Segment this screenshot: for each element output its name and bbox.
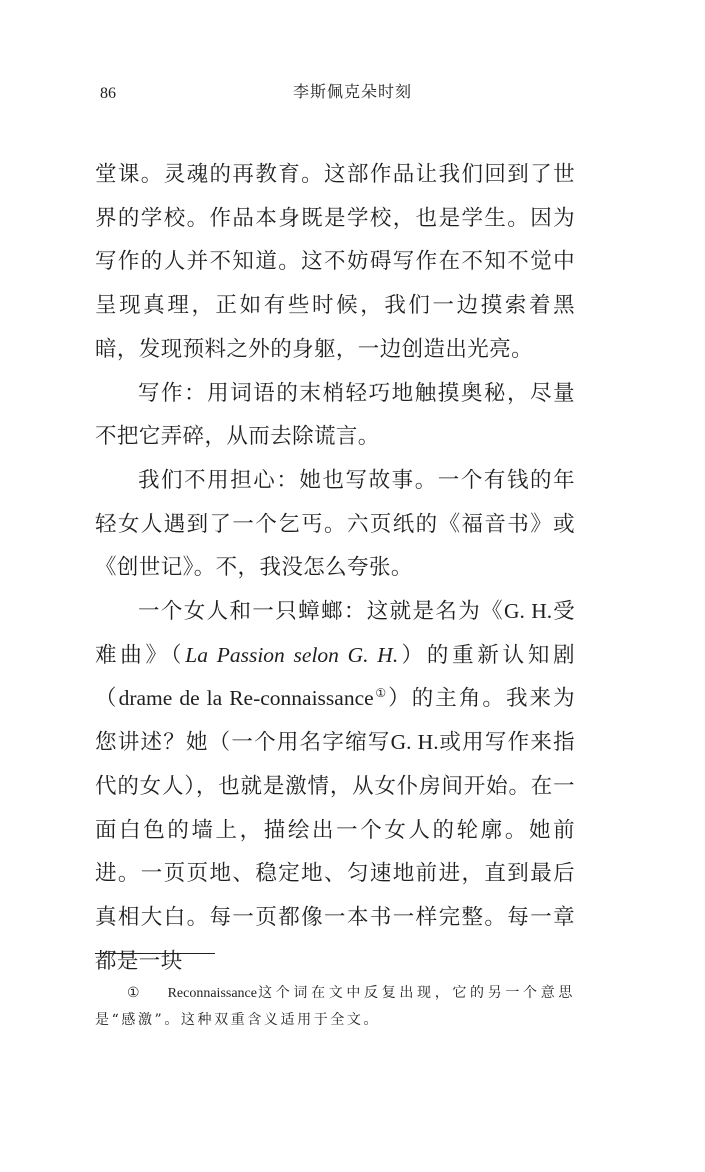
footnote-marker: ①	[127, 985, 144, 1001]
text-segment: ）的主角。我来为您讲述？她（一个用名字缩写	[95, 686, 575, 756]
text-segment: ）的重新认知剧（	[95, 642, 575, 712]
text-segment: 或用写作来指代的女人），也就是激情，从女仆房间开始。在一面白色的墙上，描绘出一个女人的轮廓。她前进。一页页地、稳定地、匀速地前进，直到最后真相大白。每一页都像一本书一样完整。每一章都是一块	[95, 730, 575, 974]
paragraph-stories: 我们不用担心：她也写故事。一个有钱的年轻女人遇到了一个乞丐。六页纸的《福音书》或《创世记》。不，我没怎么夸张。	[95, 467, 575, 581]
text-segment: 受难曲》（	[95, 599, 575, 668]
footnote-divider	[95, 953, 215, 954]
paragraph-gh	[95, 590, 575, 983]
footnote-reference[interactable]: ①	[373, 686, 389, 701]
footnote-text: 这个词在文中反复出现，它的另一个意思是“感激”。这种双重含义适用于全文。	[95, 985, 575, 1028]
main-text	[95, 153, 575, 983]
paragraph-continued: 堂课。灵魂的再教育。这部作品让我们回到了世界的学校。作品本身既是学校，也是学生。因为写作的人并不知道。这不妨碍写作在不知不觉中呈现真理，正如有些时候，我们一边摸索着黑暗，发现预料之外的身躯，一边创造出光亮。	[95, 162, 575, 362]
footnote	[95, 980, 575, 1033]
initials-gh: G. H.	[503, 599, 553, 624]
running-title: 李斯佩克朵时刻	[292, 82, 412, 101]
text-segment: 一个女人和一只蟑螂：这就是名为《	[138, 599, 504, 625]
latin-phrase: drame de la Re-connaissance	[118, 686, 374, 711]
footnote-term: Reconnaissance	[167, 986, 257, 1001]
italic-book-title: La Passion selon G. H.	[185, 642, 399, 667]
page-number: 86	[100, 85, 116, 102]
paragraph-writing: 写作：用词语的末梢轻巧地触摸奥秘，尽量不把它弄碎，从而去除谎言。	[95, 380, 575, 450]
initials-gh: G. H.	[390, 730, 439, 755]
